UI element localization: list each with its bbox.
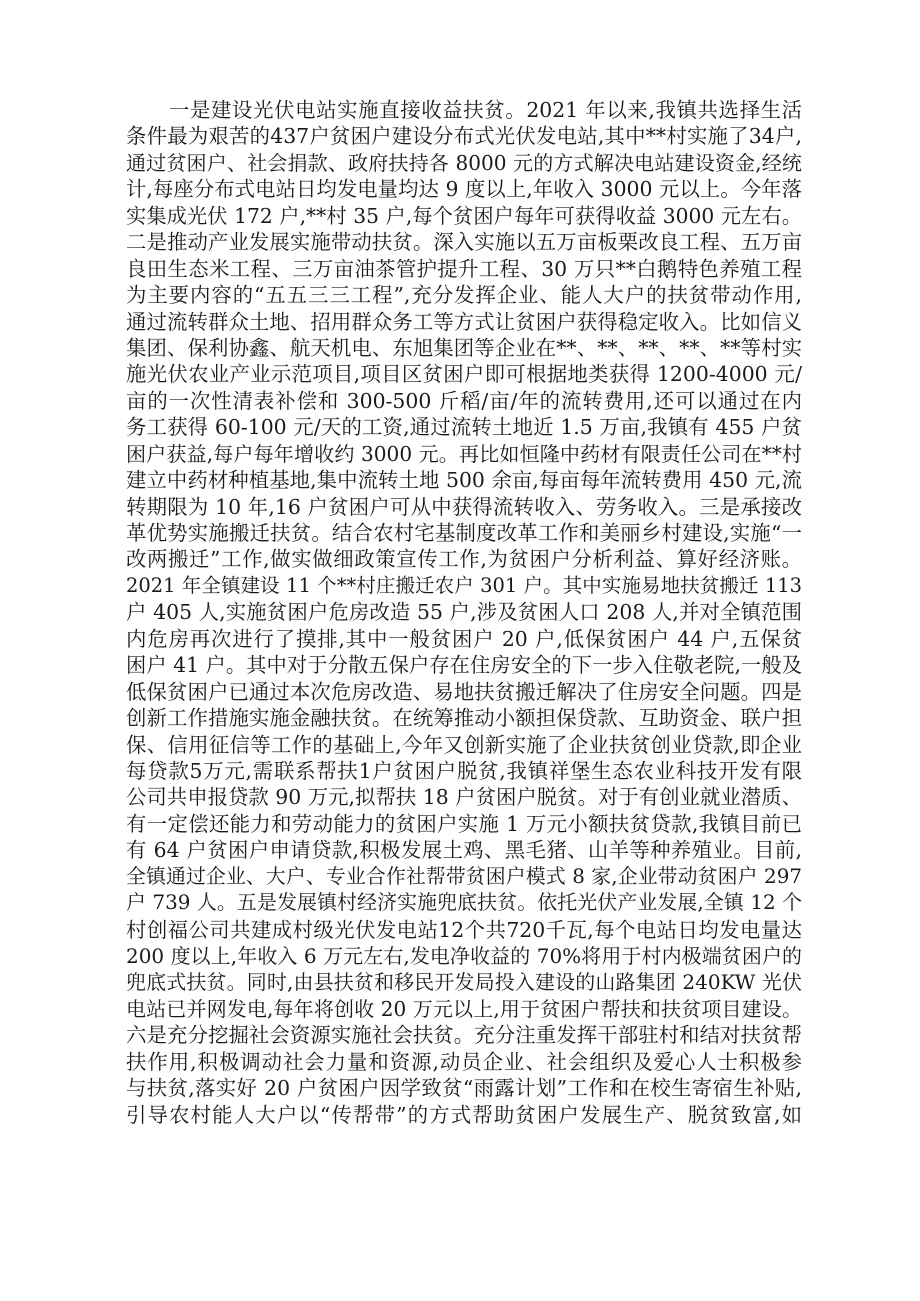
text-line: 200 度以上,年收入 6 万元左右,发电净收益的 70%将用于村内极端贫困户的	[126, 944, 802, 968]
text-line: 建立中药材种植基地,集中流转土地 500 余亩,每亩每年流转费用 450 元,流	[126, 468, 802, 493]
text-line: 施光伏农业产业示范项目,项目区贫困户即可根据地类获得 1200-4000 元/	[126, 362, 802, 387]
text-line: 电站已并网发电,每年将创收 20 万元以上,用于贫困户帮扶和扶贫项目建设。	[126, 996, 802, 1021]
text-line: 每贷款5万元,需联系帮扶1户贫困户脱贫,我镇祥堡生态农业科技开发有限	[126, 758, 802, 783]
text-line: 集团、保利协鑫、航天机电、东旭集团等企业在**、**、**、**、**等村实	[126, 335, 802, 360]
text-line: 创新工作措施实施金融扶贫。在统筹推动小额担保贷款、互助资金、联户担	[126, 706, 802, 731]
text-line: 一是建设光伏电站实施直接收益扶贫。2021 年以来,我镇共选择生活	[169, 98, 802, 122]
text-line: 2021 年全镇建设 11 个**村庄搬迁农户 301 户。其中实施易地扶贫搬迁 113	[126, 573, 802, 597]
text-line: 兜底式扶贫。同时,由县扶贫和移民开发局投入建设的山路集团 240KW 光伏	[126, 970, 802, 995]
text-line: 户 405 人,实施贫困户危房改造 55 户,涉及贫困人口 208 人,并对全镇范围	[126, 600, 802, 625]
text-line: 有一定偿还能力和劳动能力的贫困户实施 1 万元小额扶贫贷款,我镇目前已	[126, 811, 802, 836]
text-line: 全镇通过企业、大户、专业合作社帮带贫困户模式 8 家,企业带动贫困户 297	[126, 864, 802, 888]
text-line: 通过流转群众土地、招用群众务工等方式让贫困户获得稳定收入。比如信义	[126, 309, 802, 334]
text-line: 改两搬迁”工作,做实做细政策宣传工作,为贫困户分析利益、算好经济账。	[126, 547, 802, 572]
text-line: 为主要内容的“五五三三工程”,充分发挥企业、能人大户的扶贫带动作用,	[126, 283, 802, 308]
text-line: 革优势实施搬迁扶贫。结合农村宅基制度改革工作和美丽乡村建设,实施“一	[126, 521, 802, 545]
text-line: 亩的一次性清表补偿和 300-500 斤稻/亩/年的流转费用,还可以通过在内	[126, 388, 802, 413]
text-line: 低保贫困户已通过本次危房改造、易地扶贫搬迁解决了住房安全问题。四是	[126, 679, 802, 704]
text-line: 计,每座分布式电站日均发电量均达 9 度以上,年收入 3000 元以上。今年落	[126, 177, 802, 202]
text-line: 良田生态米工程、三万亩油茶管护提升工程、30 万只**白鹅特色养殖工程	[126, 256, 802, 281]
text-line: 扶作用,积极调动社会力量和资源,动员企业、社会组织及爱心人士积极参	[126, 1049, 802, 1074]
text-line: 条件最为艰苦的437户贫困户建设分布式光伏发电站,其中**村实施了34户,	[126, 124, 802, 149]
text-line: 务工获得 60-100 元/天的工资,通过流转土地近 1.5 万亩,我镇有 455 户贫	[126, 415, 802, 440]
text-line: 公司共申报贷款 90 万元,拟帮扶 18 户贫困户脱贫。对于有创业就业潜质、	[126, 785, 802, 810]
text-line: 与扶贫,落实好 20 户贫困户因学致贫“雨露计划”工作和在校生寄宿生补贴,	[126, 1076, 802, 1101]
text-line: 困户 41 户。其中对于分散五保户存在住房安全的下一步入住敬老院,一般及	[126, 653, 802, 678]
document-body-text	[126, 97, 802, 1128]
text-line: 困户获益,每户每年增收约 3000 元。再比如恒隆中药材有限责任公司在**村	[126, 441, 802, 466]
text-line: 保、信用征信等工作的基础上,今年又创新实施了企业扶贫创业贷款,即企业	[126, 732, 802, 757]
text-line: 引导农村能人大户以“传帮带”的方式帮助贫困户发展生产、脱贫致富,如	[126, 1102, 802, 1127]
text-line: 转期限为 10 年,16 户贫困户可从中获得流转收入、劳务收入。三是承接改	[126, 494, 802, 519]
text-line: 六是充分挖掘社会资源实施社会扶贫。充分注重发挥干部驻村和结对扶贫帮	[126, 1023, 802, 1048]
text-line: 有 64 户贫困户申请贷款,积极发展土鸡、黑毛猪、山羊等种养殖业。目前,	[126, 838, 802, 863]
text-line: 实集成光伏 172 户,**村 35 户,每个贫困户每年可获得收益 3000 元左右。	[126, 203, 802, 228]
text-line: 通过贫困户、社会捐款、政府扶持各 8000 元的方式解决电站建设资金,经统	[126, 150, 802, 175]
text-line: 内危房再次进行了摸排,其中一般贫困户 20 户,低保贫困户 44 户,五保贫	[126, 626, 802, 651]
text-line: 户 739 人。五是发展镇村经济实施兜底扶贫。依托光伏产业发展,全镇 12 个	[126, 891, 802, 915]
text-line: 村创福公司共建成村级光伏发电站12个共720千瓦,每个电站日均发电量达	[126, 917, 802, 942]
text-line: 二是推动产业发展实施带动扶贫。深入实施以五万亩板栗改良工程、五万亩	[126, 230, 802, 255]
